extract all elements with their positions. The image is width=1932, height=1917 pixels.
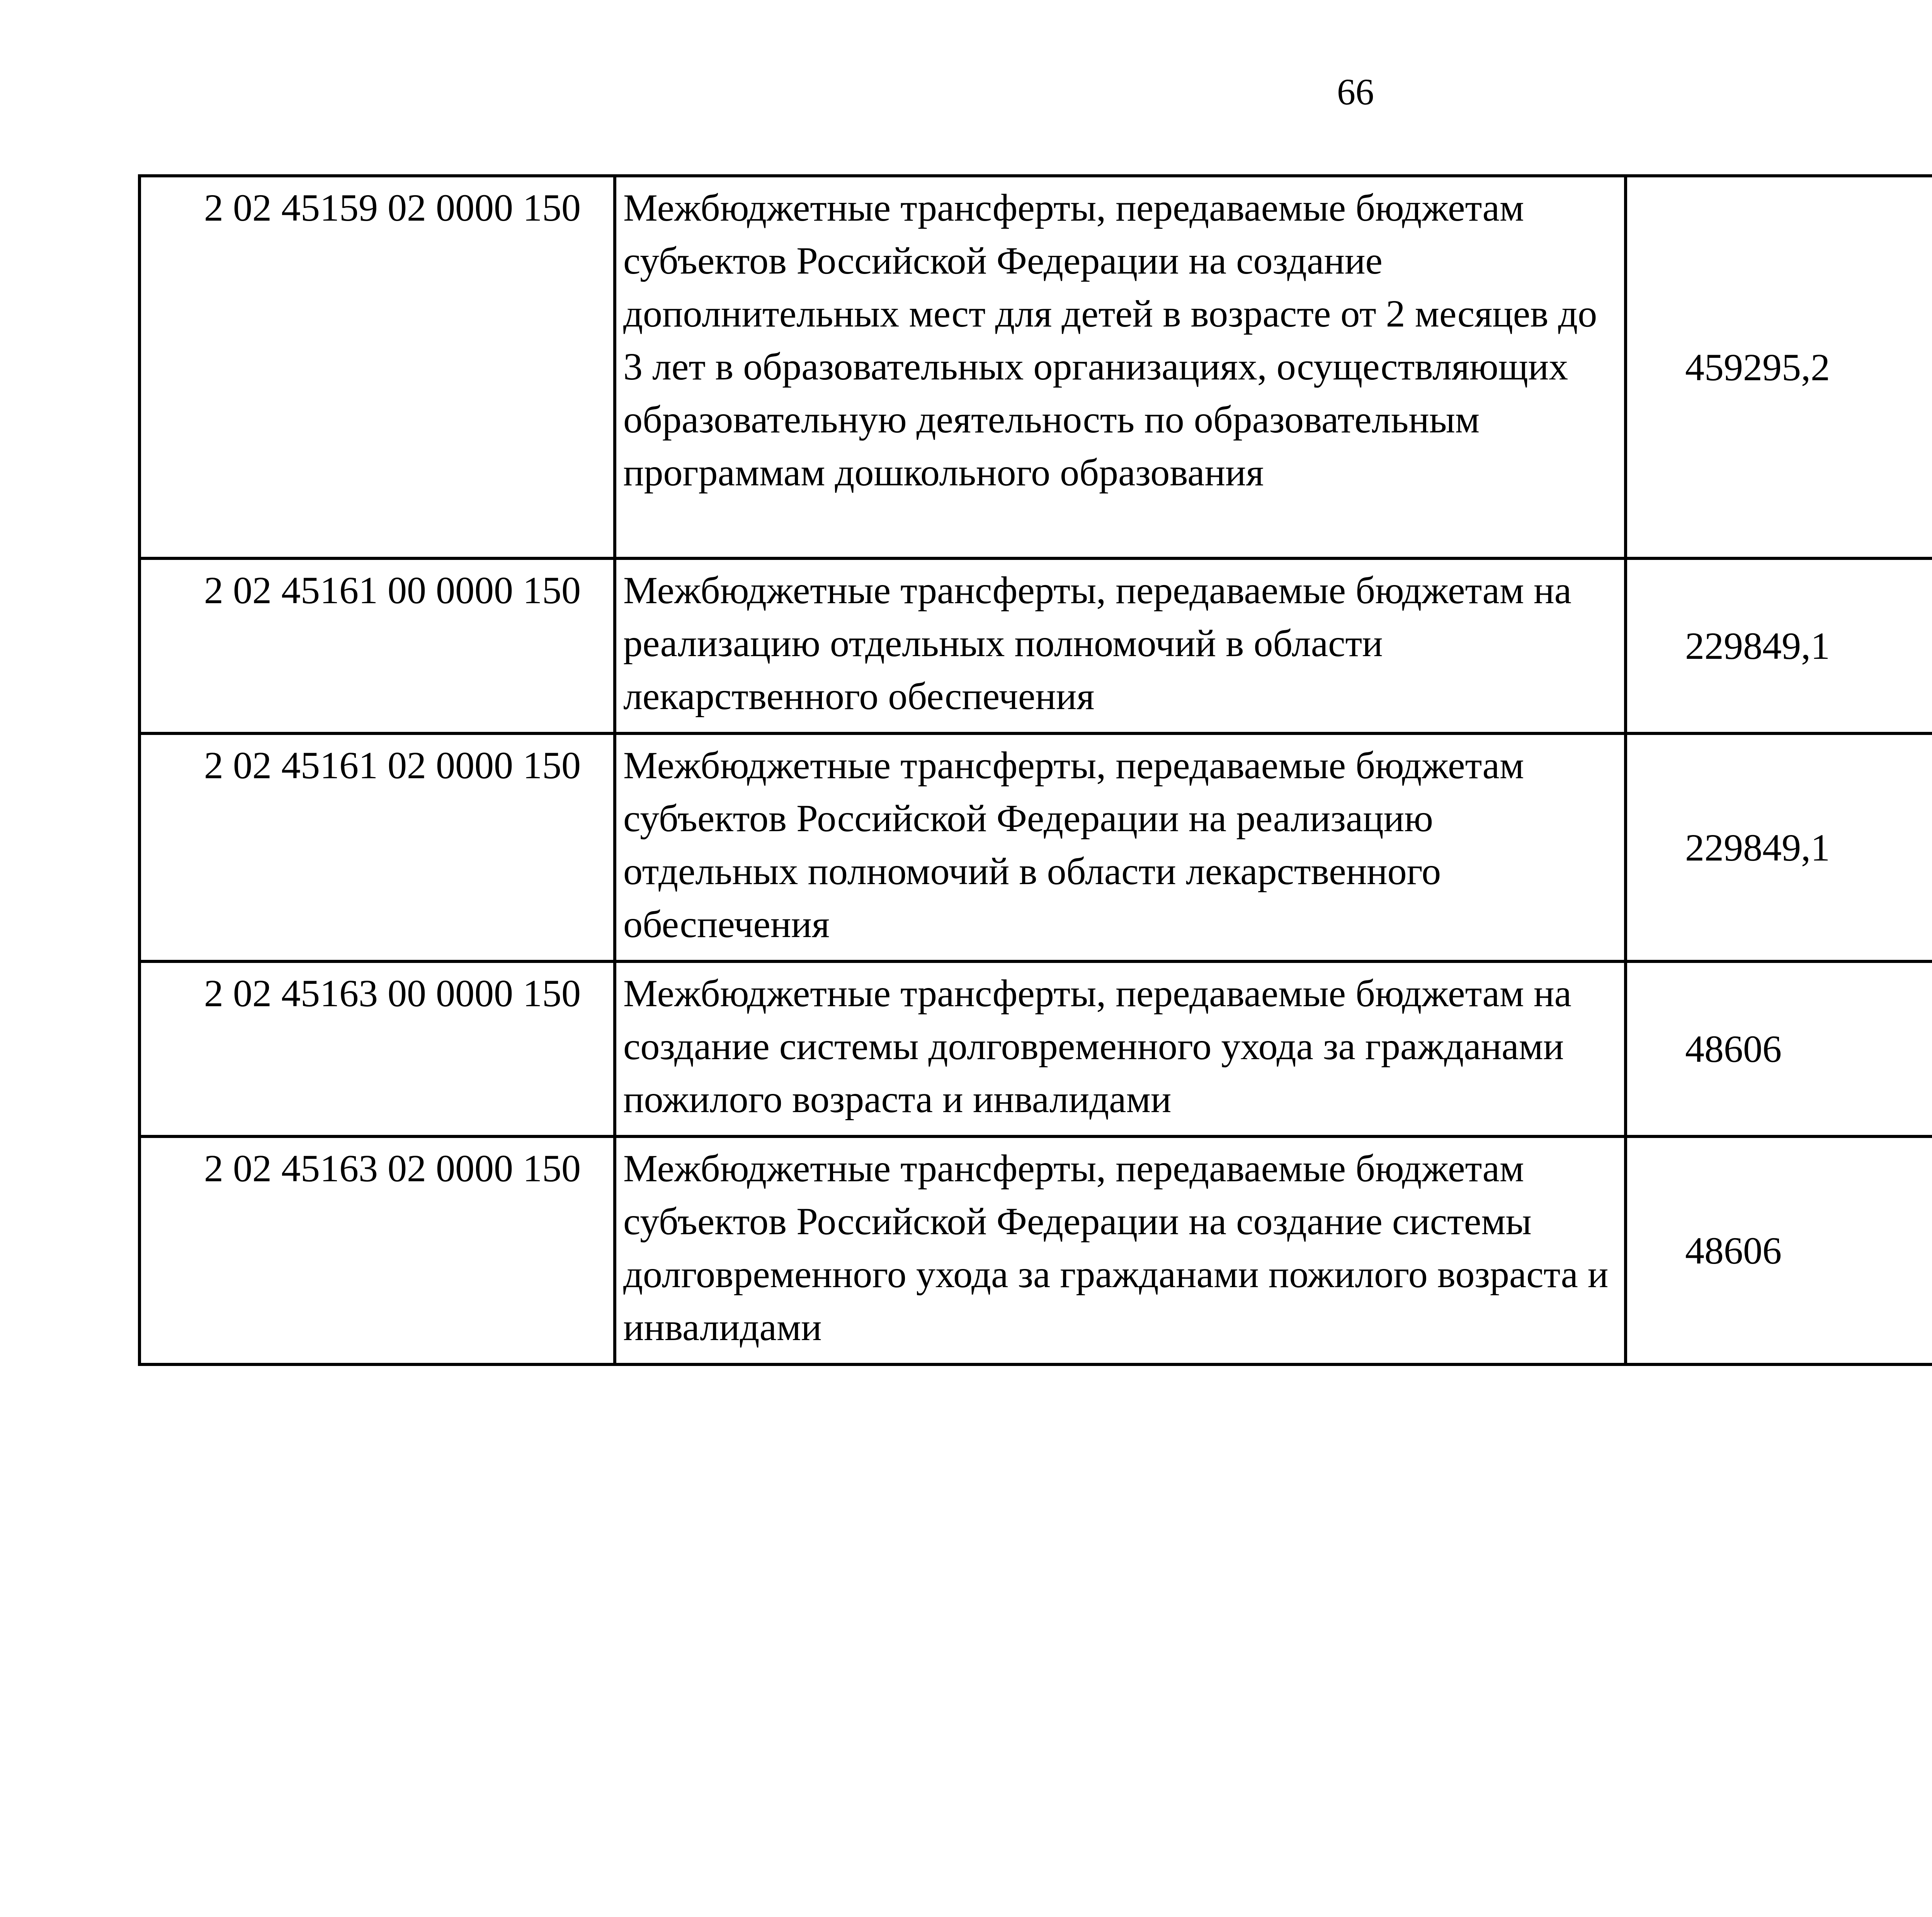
table-row: [139, 733, 1932, 961]
income-name-cell: Межбюджетные трансферты, передаваемые бюджетам на создание системы долговременного ухода за гражданами пожилого возраста и инвалидами: [615, 961, 1626, 1136]
budget-code-cell: 2 02 45159 02 0000 150: [139, 176, 615, 558]
table-row: [139, 558, 1932, 733]
income-name-cell: Межбюджетные трансферты, передаваемые бюджетам субъектов Российской Федерации на создание дополнительных мест для детей в возрасте от 2 месяцев до 3 лет в образовательных организациях, осуществляющих образовательную деятельность по образовательным программам дошкольного образования: [615, 176, 1626, 558]
page-number: 66: [1337, 71, 1374, 112]
budget-code-cell: 2 02 45161 02 0000 150: [139, 733, 615, 961]
amount-year1-cell: 48606: [1626, 961, 1932, 1136]
amount-year1-cell: 229849,1: [1626, 558, 1932, 733]
table-row: [139, 176, 1932, 558]
budget-code-cell: 2 02 45161 00 0000 150: [139, 558, 615, 733]
amount-year1-cell: 48606: [1626, 1136, 1932, 1364]
budget-code-cell: 2 02 45163 00 0000 150: [139, 961, 615, 1136]
income-name-cell: Межбюджетные трансферты, передаваемые бюджетам субъектов Российской Федерации на создание системы долговременного ухода за гражданами пожилого возраста и инвалидами: [615, 1136, 1626, 1364]
income-name-cell: Межбюджетные трансферты, передаваемые бюджетам субъектов Российской Федерации на реализацию отдельных полномочий в области лекарственного обеспечения: [615, 733, 1626, 961]
table-row: [139, 961, 1932, 1136]
table-row: [139, 1136, 1932, 1364]
budget-table: [138, 174, 1932, 1366]
income-name-cell: Межбюджетные трансферты, передаваемые бюджетам на реализацию отдельных полномочий в области лекарственного обеспечения: [615, 558, 1626, 733]
amount-year1-cell: 229849,1: [1626, 733, 1932, 961]
amount-year1-cell: 459295,2: [1626, 176, 1932, 558]
budget-code-cell: 2 02 45163 02 0000 150: [139, 1136, 615, 1364]
